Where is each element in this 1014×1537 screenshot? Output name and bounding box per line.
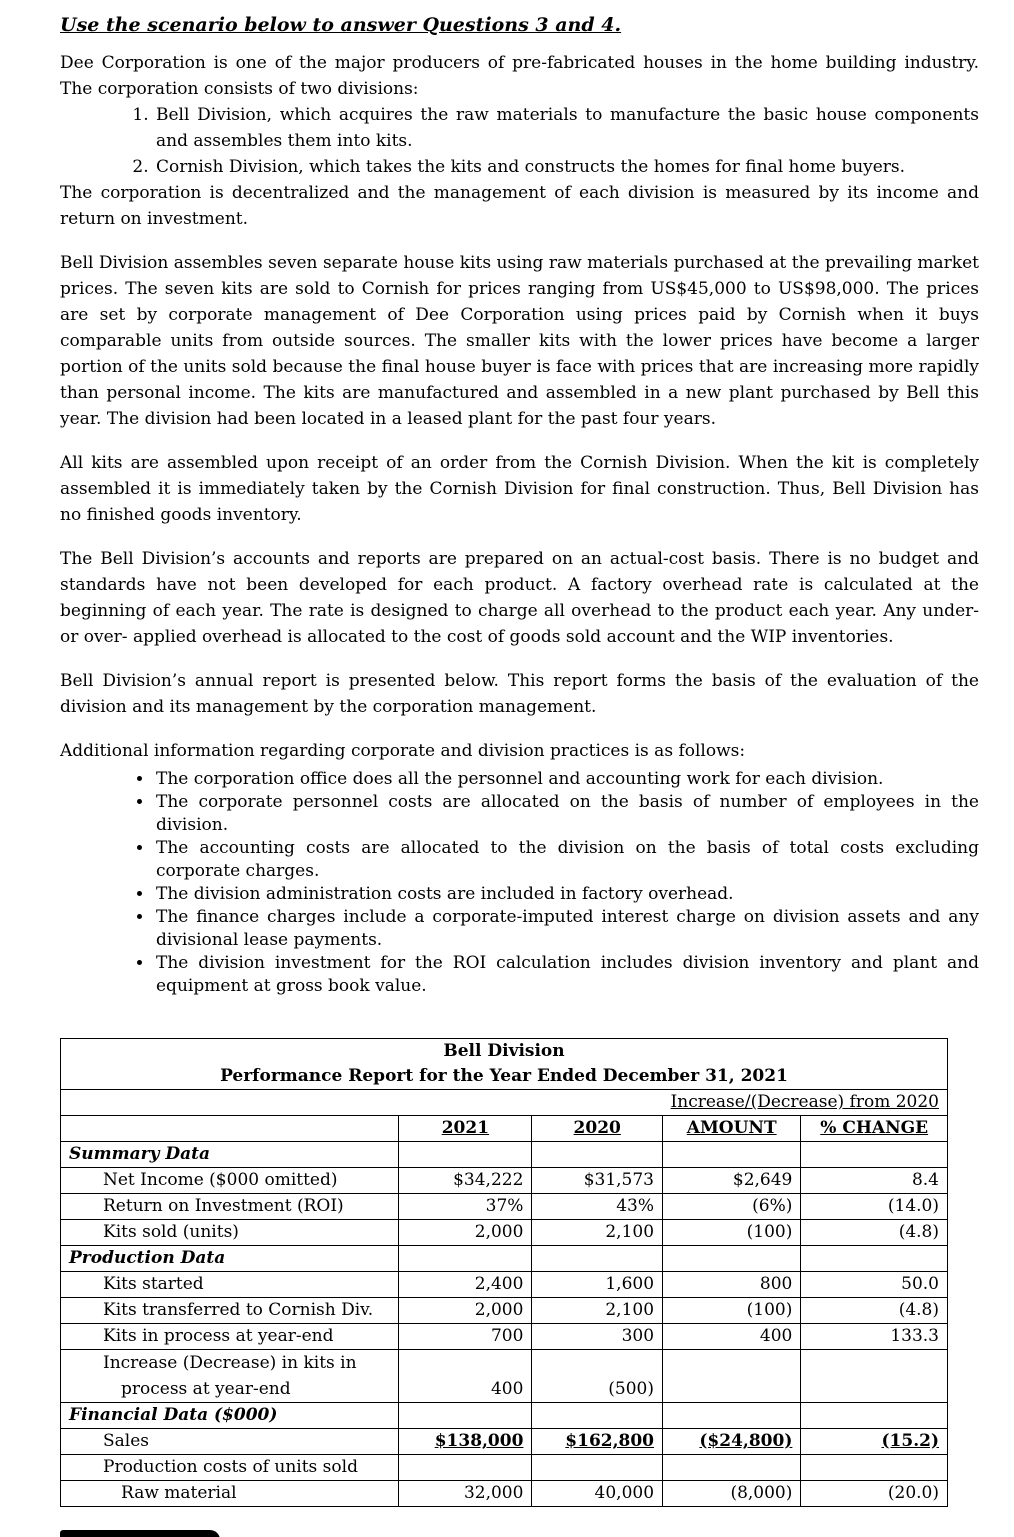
change-header: Increase/(Decrease) from 2020: [663, 1090, 948, 1116]
practice-item: • The accounting costs are allocated to the division on the basis of total costs excluding corporate charges.: [154, 837, 979, 883]
scenario-heading: Use the scenario below to answer Questions 3 and 4.: [60, 14, 622, 36]
decentralized-paragraph: The corporation is decentralized and the management of each division is measured by its income and return on investment.: [60, 183, 979, 229]
table-row: Increase (Decrease) in kits in process at year-end 400 (500): [61, 1350, 948, 1403]
table-row: Production costs of units sold: [61, 1455, 948, 1481]
table-row: Net Income ($000 omitted) $34,222 $31,573 $2,649 8.4: [61, 1168, 948, 1194]
cropped-footer: [60, 1530, 960, 1537]
section-summary: Summary Data: [61, 1142, 399, 1168]
intro-paragraph: Dee Corporation is one of the major producers of pre-fabricated houses in the home building industry. The corporation consists of two divisions:: [60, 53, 979, 99]
practices-list: [60, 768, 979, 998]
col-2020-header: 2020: [532, 1116, 663, 1142]
division-item-bell: 1. Bell Division, which acquires the raw materials to manufacture the basic house components and assembles them into kits.: [154, 102, 979, 154]
practice-item: • The corporation office does all the personnel and accounting work for each division.: [154, 768, 979, 791]
division-item-cornish: 2. Cornish Division, which takes the kits and constructs the homes for final home buyers.: [154, 154, 979, 180]
accounts-paragraph: The Bell Division’s accounts and reports are prepared on an actual-cost basis. There is no budget and standards have not been developed for each product. A factory overhead rate is calculated at the beginning of each year. The rate is designed to charge all overhead to the product each year. Any under- or over- applied overhead is allocated to the cost of goods sold account and the WIP inventories.: [60, 549, 979, 647]
col-pct-header: % CHANGE: [801, 1116, 948, 1142]
table-row: Kits transferred to Cornish Div. 2,000 2,100 (100) (4.8): [61, 1298, 948, 1324]
footer-logo-fragment: [60, 1530, 220, 1537]
section-production: Production Data: [61, 1246, 399, 1272]
document-page: [60, 14, 979, 998]
performance-report-table: [60, 1038, 948, 1507]
section-financial: Financial Data ($000): [61, 1403, 399, 1429]
report-title: Bell Division: [61, 1039, 948, 1065]
table-row: Return on Investment (ROI) 37% 43% (6%) (14.0): [61, 1194, 948, 1220]
col-2021-header: 2021: [399, 1116, 532, 1142]
kits-paragraph: All kits are assembled upon receipt of an order from the Cornish Division. When the kit is completely assembled it is immediately taken by the Cornish Division for final construction. Thus, Bell Division has no finished goods inventory.: [60, 453, 979, 525]
annual-report-paragraph: Bell Division’s annual report is presented below. This report forms the basis of the evaluation of the division and its management by the corporation management.: [60, 671, 979, 717]
table-row: Raw material 32,000 40,000 (8,000) (20.0): [61, 1481, 948, 1507]
bell-paragraph: Bell Division assembles seven separate house kits using raw materials purchased at the prevailing market prices. The seven kits are sold to Cornish for prices ranging from US$45,000 to US$98,000. The prices are set by corporate management of Dee Corporation using prices paid by Cornish when it buys comparable units from outside sources. The smaller kits with the lower prices have become a larger portion of the units sold because the final house buyer is face with prices that are increasing more rapidly than personal income. The kits are manufactured and assembled in a new plant purchased by Bell this year. The division had been located in a leased plant for the past four years.: [60, 253, 979, 429]
practice-item: • The finance charges include a corporate-imputed interest charge on division assets and any divisional lease payments.: [154, 906, 979, 952]
table-row: Kits in process at year-end 700 300 400 133.3: [61, 1324, 948, 1350]
practice-item: • The division administration costs are included in factory overhead.: [154, 883, 979, 906]
table-row: Kits started 2,400 1,600 800 50.0: [61, 1272, 948, 1298]
divisions-list: [60, 102, 979, 180]
report-subtitle: Performance Report for the Year Ended December 31, 2021: [61, 1064, 948, 1090]
practice-item: • The corporate personnel costs are allocated on the basis of number of employees in the division.: [154, 791, 979, 837]
practice-item: • The division investment for the ROI calculation includes division inventory and plant and equipment at gross book value.: [154, 952, 979, 998]
col-amount-header: AMOUNT: [663, 1116, 801, 1142]
table-row: Sales $138,000 $162,800 ($24,800) (15.2): [61, 1429, 948, 1455]
additional-info-paragraph: Additional information regarding corporate and division practices is as follows:: [60, 741, 746, 761]
table-row: Kits sold (units) 2,000 2,100 (100) (4.8): [61, 1220, 948, 1246]
